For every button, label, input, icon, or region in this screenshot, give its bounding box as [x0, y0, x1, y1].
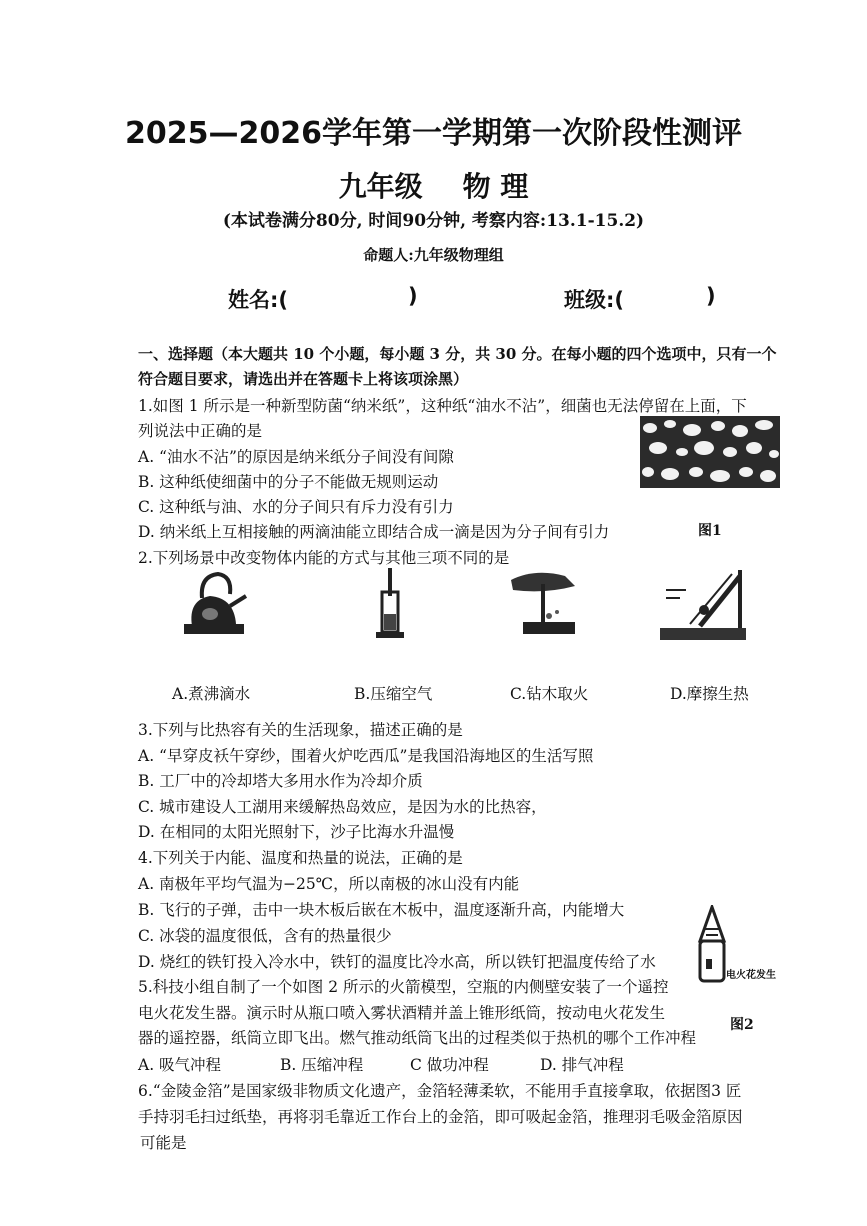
q2-option-c: C.钻木取火	[510, 685, 589, 703]
spark-generator-label: 电火花发生	[726, 970, 776, 981]
name-field-label: 姓名:(	[228, 288, 288, 312]
figure2-caption: 图2	[730, 1017, 754, 1033]
section1-intro-line2: 符合题目要求，请选出并在答题卡上将该项涂黑）	[138, 370, 469, 388]
q4-option-b: B. 飞行的子弹，击中一块木板后嵌在木板中，温度逐渐升高，内能增大	[138, 901, 625, 919]
q5-stem-line2: 电火花发生器。演示时从瓶口喷入雾状酒精并盖上锥形纸筒，按动电火花发生	[138, 1004, 666, 1022]
drill-wood-image	[505, 566, 585, 642]
q4-option-a: A. 南极年平均气温为−25℃，所以南极的冰山没有内能	[138, 875, 520, 893]
q5-option-c: C 做功冲程	[410, 1056, 489, 1074]
section1-intro-line1: 一、选择题（本大题共 10 个小题，每小题 3 分，共 30 分。在每小题的四个选项中，只有一个	[138, 345, 777, 363]
q4-option-d: D. 烧红的铁钉投入冷水中，铁钉的温度比冷水高，所以铁钉把温度传给了水	[138, 953, 656, 971]
q6-stem-line1: 6.“金陵金箔”是国家级非物质文化遗产，金箔轻薄柔软，不能用手直接拿取，依据图3 匠	[138, 1082, 742, 1100]
exam-title: 2025—2026学年第一学期第一次阶段性测评	[125, 116, 742, 151]
grade-label: 九年级	[338, 170, 423, 203]
q2-option-d: D.摩擦生热	[670, 685, 749, 703]
q2-stem: 2.下列场景中改变物体内能的方式与其他三项不同的是	[138, 549, 510, 567]
q1-option-d: D. 纳米纸上互相接触的两滴油能立即结合成一滴是因为分子间有引力	[138, 523, 610, 541]
subject-label: 物 理	[462, 170, 529, 203]
exam-info: (本试卷满分80分, 时间90分钟, 考察内容:13.1-15.2)	[222, 211, 645, 231]
q1-stem-line2: 列说法中正确的是	[138, 422, 263, 440]
nano-paper-image	[640, 416, 780, 488]
q2-option-b: B.压缩空气	[354, 685, 433, 703]
air-compression-image	[370, 566, 410, 642]
q2-option-a: A.煮沸滴水	[172, 685, 251, 703]
name-field-close: )	[408, 284, 418, 308]
q3-option-c: C. 城市建设人工湖用来缓解热岛效应，是因为水的比热容，	[138, 798, 547, 816]
exam-author: 命题人:九年级物理组	[363, 246, 504, 264]
class-field-close: )	[706, 284, 716, 308]
q5-stem-line1: 5.科技小组自制了一个如图 2 所示的火箭模型，空瓶的内侧壁安装了一个遥控	[138, 978, 669, 996]
q1-option-b: B. 这种纸使细菌中的分子不能做无规则运动	[138, 473, 439, 491]
q6-stem-line3: 可能是	[140, 1134, 187, 1152]
q5-option-b: B. 压缩冲程	[280, 1056, 364, 1074]
slide-friction-image	[660, 566, 746, 642]
exam-subtitle	[0, 165, 867, 205]
q1-option-c: C. 这种纸与油、水的分子间只有斥力没有引力	[138, 498, 454, 516]
q4-stem: 4.下列关于内能、温度和热量的说法，正确的是	[138, 849, 463, 867]
q3-option-d: D. 在相同的太阳光照射下，沙子比海水升温慢	[138, 823, 455, 841]
q3-option-b: B. 工厂中的冷却塔大多用水作为冷却介质	[138, 772, 423, 790]
class-field-label: 班级:(	[564, 288, 624, 312]
q1-stem-line1: 1.如图 1 所示是一种新型防菌“纳米纸”，这种纸“油水不沾”，细菌也无法停留在上面，下	[138, 397, 747, 415]
q3-option-a: A. “早穿皮袄午穿纱，围着火炉吃西瓜”是我国沿海地区的生活写照	[138, 747, 594, 765]
q5-stem-line3: 器的遥控器，纸筒立即飞出。燃气推动纸筒飞出的过程类似于热机的哪个工作冲程	[138, 1029, 697, 1047]
figure1-caption: 图1	[698, 523, 722, 539]
kettle-boiling-image	[180, 566, 250, 638]
q3-stem: 3.下列与比热容有关的生活现象，描述正确的是	[138, 721, 463, 739]
q5-option-a: A. 吸气冲程	[138, 1056, 222, 1074]
q5-option-d: D. 排气冲程	[540, 1056, 624, 1074]
q1-option-a: A. “油水不沾”的原因是纳米纸分子间没有间隙	[138, 448, 454, 466]
q6-stem-line2: 手持羽毛扫过纸垫，再将羽毛靠近工作台上的金箔，即可吸起金箔，推理羽毛吸金箔原因	[138, 1108, 743, 1126]
q4-option-c: C. 冰袋的温度很低，含有的热量很少	[138, 927, 392, 945]
